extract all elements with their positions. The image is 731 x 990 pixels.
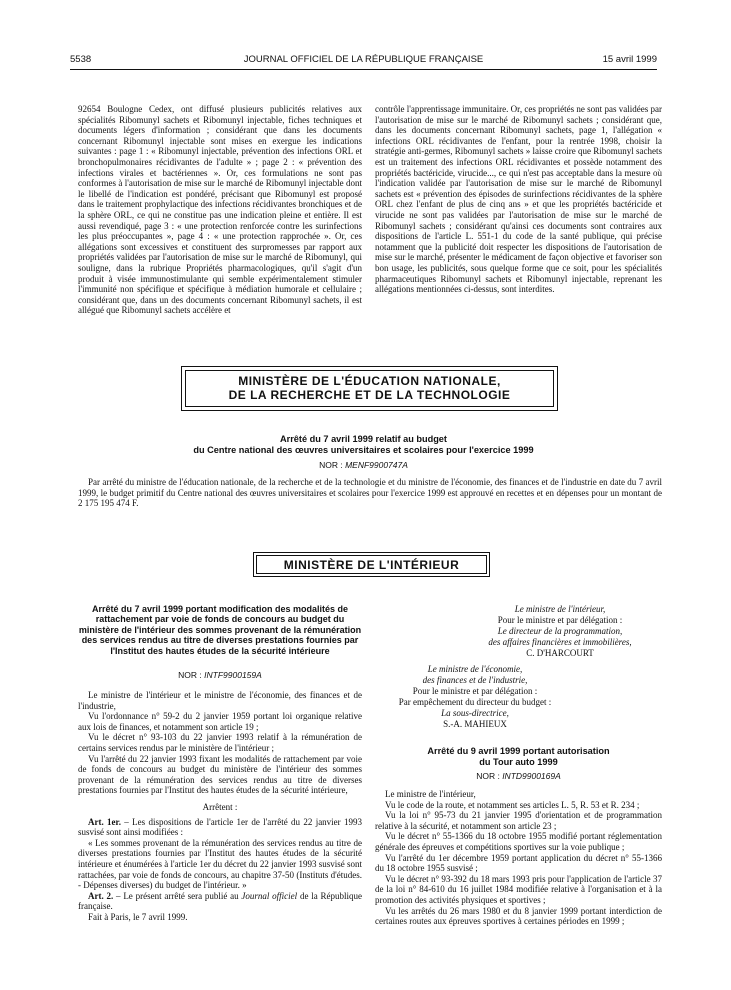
paragraph: Vu la loi n° 95-73 du 21 janvier 1995 d'orientation et de programmation relative à la sécurité, et notamment son article 23 ;: [375, 810, 662, 831]
page-header: [70, 55, 657, 67]
nor-reference: NOR : MENF9900747A: [319, 460, 408, 470]
ministry-title: MINISTÈRE DE L'INTÉRIEUR: [283, 558, 460, 572]
paragraph: Vu l'ordonnance n° 59-2 du 2 janvier 1959 portant loi organique relative aux lois de finances, et notamment son article 19 ;: [78, 711, 362, 732]
paragraph: Vu le code de la route, et notamment ses articles L. 5, R. 53 et R. 234 ;: [385, 799, 640, 810]
paragraph: contrôle l'apprentissage immunitaire. Or, ces propriétés ne sont pas validées par l'autorisation de mise sur le marché de Ribomunyl sachets ; considérant que, dans les documents concernant Ribomunyl sachets, page 1, l'allégation « infections ORL récidivantes de l'enfant, pour la rentrée 1998, choisir la stratégie anti-germes, Ribomunyl sachets » laisse croire que Ribomunyl sachets est un traitement des infections ORL récidivantes et possède notamment des propriétés bactéricide, virucide..., ce qui n'est pas acceptable dans la mesure où l'indication validée par l'autorisation de mise sur le marché de Ribomunyl sachets est « prévention des épisodes de surinfections récidivantes de la sphère ORL chez l'enfant de plus de cinq ans » et que les propriétés bactéricide et virucide ne sont pas validées par l'autorisation de mise sur le marché de Ribomunyl sachets ; considérant qu'ainsi ces documents sont contraires aux dispositions de l'article L. 551-1 du code de la santé publique, qui précise notamment que la publicité doit respecter les dispositions de l'autorisation de mise sur le marché, présenter le médicament de façon objective et favoriser son bon usage, les publicités, sous quelque forme que ce soit, pour les spécialités pharmaceutiques Ribomunyl sachets et Ribomunyl injectable, reprenant les allégations mentionnées ci-dessus, sont interdites.: [375, 104, 662, 295]
ministry-education-box: [181, 366, 558, 411]
paragraph: Par arrêté du ministre de l'éducation nationale, de la recherche et de la technologie et du ministre de l'économie, des finances et de l'industrie en date du 7 avril 1999, le budget primitif du Centre national des œuvres universitaires et scolaires pour l'exercice 1999 est approuvé en recettes et en dépenses pour un montant de 2 175 195 474 F.: [78, 477, 662, 509]
arretent: Arrêtent :: [202, 801, 238, 812]
top-right-column: [375, 104, 662, 295]
header-rule: [70, 69, 657, 70]
arrete-title: Arrêté du 7 avril 1999 relatif au budget du Centre national des œuvres universitaires et scolaires pour l'exercice 1999: [193, 434, 534, 455]
ministry-title-line1: MINISTÈRE DE L'ÉDUCATION NATIONALE,: [238, 374, 501, 388]
article-2: Art. 2. – Le présent arrêté sera publié au Journal officiel de la République française.: [78, 890, 362, 912]
paragraph: Vu l'arrêté du 1er décembre 1959 portant application du décret n° 55-1366 du 18 octobre 1955 susvisé ;: [375, 852, 662, 874]
paragraph: Le ministre de l'intérieur,: [385, 789, 476, 799]
paragraph: 92654 Boulogne Cedex, ont diffusé plusieurs publicités relatives aux spécialités Ribomunyl sachets et Ribomunyl injectable, fiches techniques et documents légers d'information ; considérant que dans les documents concernant Ribomunyl injectable sont mises en exergue les indications suivantes : page 1 : « Ribomunyl injectable, prévention des infections ORL et bronchopulmonaires récidivantes de l'adulte » ; page 2 : « prévention des infections virales et bactériennes ». Or, ces formulations ne sont pas conformes à l'autorisation de mise sur le marché de Ribomunyl injectable dont le libellé de l'indication est pondéré, précisant que Ribomunyl est proposé dans le traitement prophylactique des infections récidivantes bronchiques et de la sphère ORL, ce qui ne constitue pas une indication pleine et entière. Il est aussi revendiqué, page 3 : « une protection renforcée contre les surinfections les plus préoccupantes », page 4 : « une protection rapprochée ». Or, ces allégations sont excessives et constituent des surpromesses par rapport aux propriétés validées par l'autorisation de mise sur le marché de Ribomunyl, qui souligne, dans la rubrique Propriétés pharmacologiques, qu'il s'agit d'un produit à visée immunostimulante qui semble expérimentalement stimuler l'immunité non spécifique et spécifique à médiation humorale et cellulaire ; considérant que, dans un des documents concernant Ribomunyl sachets, il est allégué que Ribomunyl sachets accélère et: [78, 104, 362, 316]
arrete-title: Arrêté du 7 avril 1999 portant modification des modalités de rattachement par voie de fonds de concours au budget du ministère de l'intérieur des sommes provenant de la rémunération des services rendus au titre de diverses prestations fournies par l'Institut des hautes études de la sécurité intérieure: [78, 604, 362, 656]
paragraph: Vu les arrêtés du 26 mars 1980 et du 8 janvier 1999 portant interdiction de certaines routes aux épreuves sportives à certaines périodes en 1999 ;: [375, 905, 662, 927]
signature-block-1: Le ministre de l'intérieur, Pour le ministre et par délégation : Le directeur de la programmation, des affaires financières et immobilières, C. D'HARCOURT: [488, 604, 632, 658]
ministry-title-line2: DE LA RECHERCHE ET DE LA TECHNOLOGIE: [228, 388, 511, 402]
issue-date: 15 avril 1999: [602, 54, 657, 65]
paragraph: Vu le décret n° 93-392 du 18 mars 1993 pris pour l'application de l'article 37 de la loi n° 84-610 du 16 juillet 1984 modifiée relative à l'organisation et à la promotion des activités physiques et sportives ;: [375, 873, 662, 905]
article-1: Art. 1er. – Les dispositions de l'article 1er de l'arrêté du 22 janvier 1993 susvisé sont ainsi modifiées :: [78, 816, 362, 838]
arrete-body: [78, 477, 662, 509]
page-number: 5538: [70, 54, 92, 65]
arrete-title: Arrêté du 9 avril 1999 portant autorisation du Tour auto 1999: [427, 746, 610, 767]
paragraph: Vu l'arrêté du 22 janvier 1993 fixant les modalités de rattachement par voie de fonds de concours au budget du ministère de l'intérieur des sommes provenant de la rémunération des services rendus au titre de diverses prestations fournies par l'Institut des hautes études de la sécurité intérieure,: [78, 753, 362, 796]
paragraph: Vu le décret n° 93-103 du 22 janvier 1993 relatif à la rémunération de certains services rendus par le ministère de l'intérieur ;: [78, 732, 362, 753]
journal-title: JOURNAL OFFICIEL DE LA RÉPUBLIQUE FRANÇAISE: [243, 54, 484, 65]
signature-block-2: Le ministre de l'économie, des finances et de l'industrie, Pour le ministre et par délégation : Par empêchement du directeur du budget : La sous-directrice, S.-A. MAHIEUX: [398, 664, 552, 729]
ministry-interior-box: [253, 552, 490, 577]
arrete-body-left: [78, 690, 362, 922]
quote: « Les sommes provenant de la rémunération des services rendus au titre de diverses prestations fournies par l'Institut des hautes études de la sécurité intérieure et énumérées à l'article 1er du décret du 22 janvier 1993 susvisé sont rattachées, par voie de fonds de concours, au chapitre 37-50 (Instituts d'études. - Dépenses diverses) du budget de l'intérieur. »: [78, 837, 362, 891]
paragraph: Vu le décret n° 55-1366 du 18 octobre 1955 modifié portant réglementation générale des épreuves et compétitions sportives sur la voie publique ;: [375, 831, 662, 852]
paragraph: Le ministre de l'intérieur et le ministre de l'économie, des finances et de l'industrie,: [78, 690, 362, 711]
nor-reference: NOR : INTD9900169A: [476, 771, 561, 781]
nor-reference: NOR : INTF9900159A: [178, 670, 262, 680]
fait: Fait à Paris, le 7 avril 1999.: [88, 911, 188, 922]
arrete-body-right: [375, 789, 662, 927]
top-left-column: [78, 104, 362, 316]
